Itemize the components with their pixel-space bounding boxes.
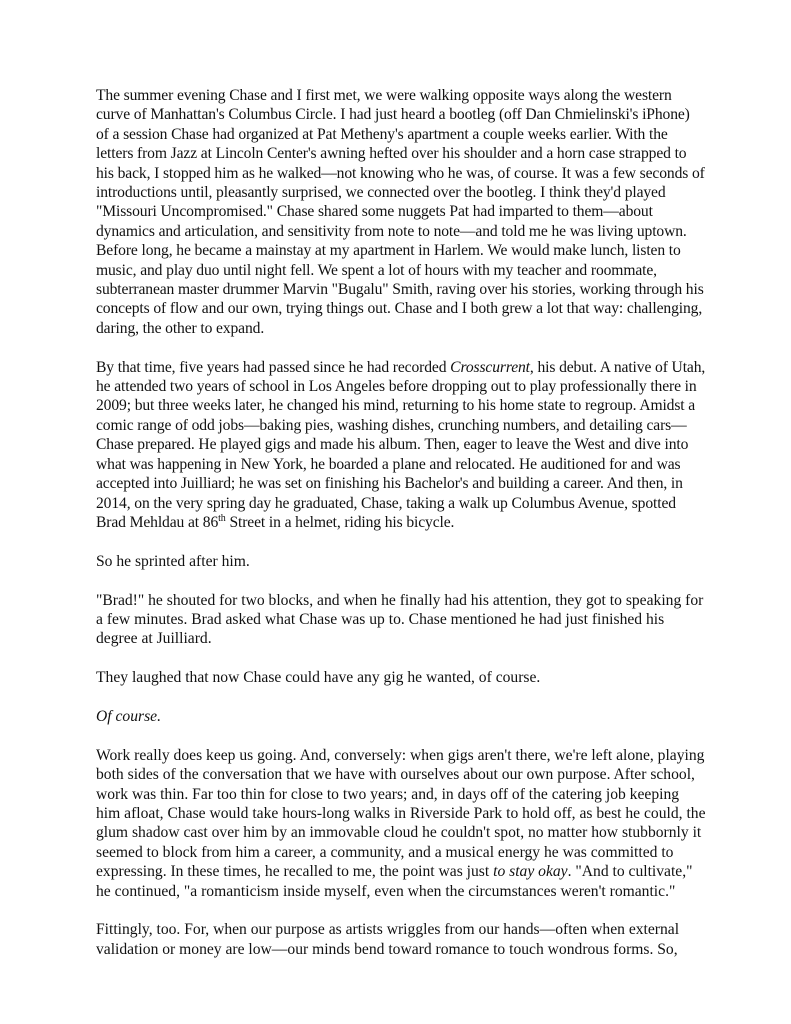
paragraph-background-text-b: , his debut. A native of Utah, he attended two years of school in Los Angeles before dropping out to play professionally there in 2009; but three weeks later, he changed his mind, returning to his home state to regroup. Amidst a comic range of odd jobs—baking pies, washing dishes, crunching numbers, and detailing cars—Chase prepared. He played gigs and made his album. Then, eager to leave the West and dive into what was happening in New York, he boarded a plane and relocated. He auditioned for and was accepted into Juilliard; he was set on finishing his Bachelor's and building a career. And then, in 2014, on the very spring day he graduated, Chase, taking a walk up Columbus Avenue, spotted Brad Mehldau at 86 <box>96 358 706 531</box>
paragraph-laughed: They laughed that now Chase could have any gig he wanted, of course. <box>96 669 541 687</box>
of-course-italic: Of course. <box>96 707 161 725</box>
paragraph-background-text-a: By that time, five years had passed since he had recorded <box>96 358 451 376</box>
paragraph-background-text-c: Street in a helmet, riding his bicycle. <box>225 513 455 531</box>
paragraph-fittingly: Fittingly, too. For, when our purpose as artists wriggles from our hands—often when external validation or money are low—our minds bend toward romance to touch wondrous forms. So, <box>96 921 680 958</box>
paragraph-work-text-b: . "And to cultivate," he continued, "a romanticism inside myself, even when the circumstances weren't romantic." <box>96 863 693 900</box>
paragraph-brad: "Brad!" he shouted for two blocks, and when he finally had his attention, they got to speaking for a few minutes. Brad asked what Chase was up to. Chase mentioned he had just finished his degree at Juilliard. <box>96 591 704 648</box>
paragraph-work <box>96 746 706 901</box>
album-title-crosscurrent: Crosscurrent <box>450 358 530 376</box>
paragraph-of-course <box>96 707 706 726</box>
paragraph-first-meeting: The summer evening Chase and I first met, we were walking opposite ways along the western curve of Manhattan's Columbus Circle. I had just heard a bootleg (off Dan Chmielinski's iPhone) of a session Chase had organized at Pat Metheny's apartment a couple weeks earlier. With the letters from Jazz at Lincoln Center's awning hefted over his shoulder and a horn case strapped to his back, I stopped him as he walked—not knowing who he was, of course. It was a few seconds of introductions until, pleasantly surprised, we connected over the bootleg. I think they'd played "Missouri Uncompromised." Chase shared some nuggets Pat had imparted to them—about dynamics and articulation, and sensitivity from note to note—and told me he was living uptown. Before long, he became a mainstay at my apartment in Harlem. We would make lunch, listen to music, and play duo until night fell. We spent a lot of hours with my teacher and roommate, subterranean master drummer Marvin "Bugalu" Smith, raving over his stories, working through his concepts of flow and our own, trying things out. Chase and I both grew a lot that way: challenging, daring, the other to expand. <box>96 87 705 337</box>
document-body <box>96 86 706 979</box>
ordinal-superscript: th <box>218 512 226 524</box>
paragraph-work-text-a: Work really does keep us going. And, conversely: when gigs aren't there, we're left alone, playing both sides of the conversation that we have with ourselves about our own purpose. After school, work was thin. Far too thin for close to two years; and, in days off of the catering job keeping him afloat, Chase would take hours-long walks in Riverside Park to hold off, as best he could, the glum shadow cast over him by an immovable cloud he couldn't spot, no matter how stubbornly it seemed to block from him a career, a community, and a musical energy he was committed to expressing. In these times, he recalled to me, the point was just <box>96 746 706 881</box>
paragraph-background <box>96 358 706 533</box>
stay-okay-italic: to stay okay <box>493 863 568 881</box>
paragraph-sprint: So he sprinted after him. <box>96 552 250 570</box>
